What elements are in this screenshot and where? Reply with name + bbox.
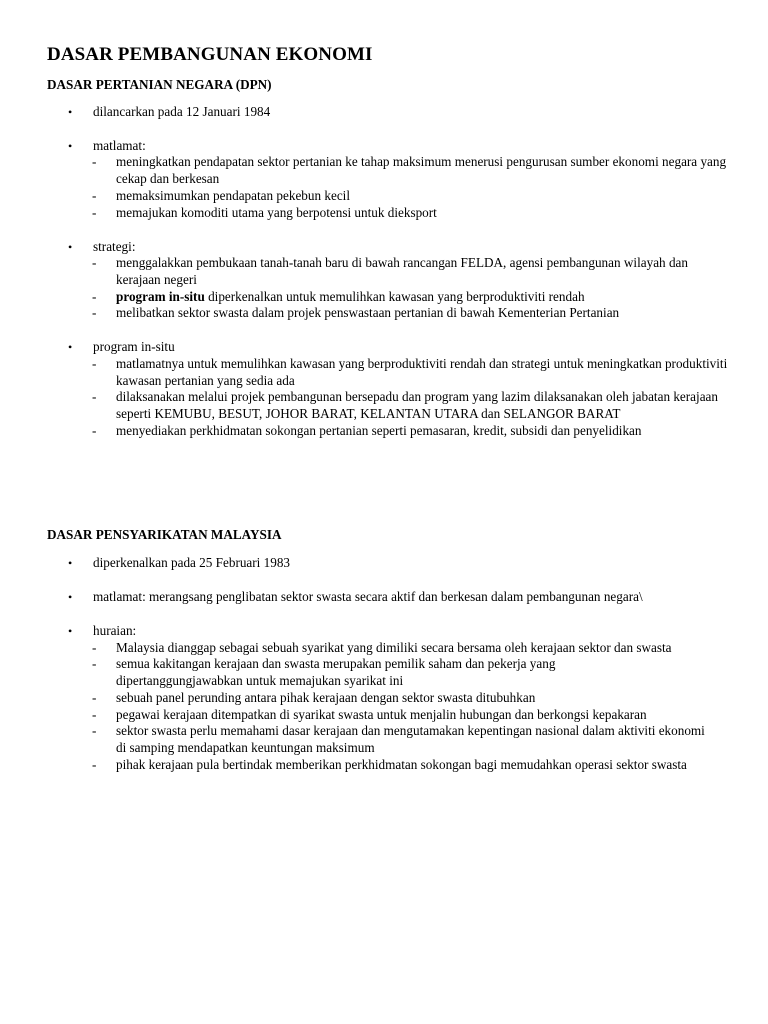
bold-term: program in-situ	[116, 289, 205, 304]
dash-marker: -	[92, 188, 97, 203]
dash-marker: -	[92, 289, 97, 304]
list-item-text: dilancarkan pada 12 Januari 1984	[93, 104, 271, 119]
sub-list-item	[92, 706, 730, 723]
dash-marker: -	[92, 255, 97, 270]
sub-list-item-text: menyediakan perkhidmatan sokongan pertanian seperti pemasaran, kredit, subsidi dan penyelidikan	[116, 423, 642, 438]
dash-marker: -	[92, 423, 97, 438]
dash-marker: -	[92, 305, 97, 320]
dash-marker: -	[92, 690, 97, 705]
sub-list-item-text: semua kakitangan kerajaan dan swasta merupakan pemilik saham dan pekerja yang dipertanggungjawabkan untuk memajukan syarikat ini	[116, 656, 556, 688]
sub-list-item-text: meningkatkan pendapatan sektor pertanian ke tahap maksimum menerusi pengurusan sumber ekonomi negara yang cekap dan berkesan	[116, 154, 727, 186]
dash-marker: -	[92, 154, 97, 169]
list-item-text: diperkenalkan pada 25 Februari 1983	[93, 555, 291, 570]
dash-marker: -	[92, 723, 97, 738]
dash-marker: -	[92, 656, 97, 671]
sub-list-item	[92, 689, 730, 706]
dash-marker: -	[92, 205, 97, 220]
list-item	[68, 588, 733, 605]
sub-list-item-text: memaksimumkan pendapatan pekebun kecil	[116, 188, 351, 203]
sub-list-item-text: pegawai kerajaan ditempatkan di syarikat swasta untuk menjalin hubungan dan berkongsi kepakaran	[116, 707, 647, 722]
list-item	[68, 238, 733, 255]
sub-list-item	[92, 288, 730, 305]
dash-marker: -	[92, 707, 97, 722]
bullet-icon: •	[68, 105, 73, 119]
bullet-icon: •	[68, 340, 73, 354]
list-item	[68, 338, 733, 355]
bullet-icon: •	[68, 139, 73, 153]
bullet-icon: •	[68, 556, 73, 570]
sub-list-item	[92, 153, 730, 187]
section-heading-pensyarikatan: DASAR PENSYARIKATAN MALAYSIA	[47, 527, 282, 542]
sub-list-item-text: memajukan komoditi utama yang berpotensi untuk dieksport	[116, 205, 437, 220]
sub-list-item-text: pihak kerajaan pula bertindak memberikan perkhidmatan sokongan bagi memudahkan operasi sektor swasta	[116, 757, 687, 772]
sub-list-item	[92, 756, 706, 773]
section-heading-dpn: DASAR PERTANIAN NEGARA (DPN)	[47, 77, 272, 92]
list-item-text: huraian:	[93, 623, 137, 638]
sub-list-item	[92, 722, 716, 756]
sub-list-item	[92, 204, 730, 221]
list-item	[68, 103, 733, 120]
sub-list-item-text: sebuah panel perunding antara pihak kerajaan dengan sektor swasta ditubuhkan	[116, 690, 536, 705]
list-item	[68, 554, 733, 571]
sub-list-item	[92, 639, 730, 656]
sub-list-item	[92, 304, 730, 321]
dash-marker: -	[92, 356, 97, 371]
list-item-text: strategi:	[93, 239, 136, 254]
sub-list-item-text: menggalakkan pembukaan tanah-tanah baru di bawah rancangan FELDA, agensi pembangunan wilayah dan kerajaan negeri	[116, 255, 688, 287]
sub-list-item	[92, 388, 730, 422]
sub-list-item-text: sektor swasta perlu memahami dasar kerajaan dan mengutamakan kepentingan nasional dalam aktiviti ekonomi di samping mendapatkan keuntungan maksimum	[116, 723, 705, 755]
sub-list-item-text: matlamatnya untuk memulihkan kawasan yang berproduktiviti rendah dan strategi untuk meningkatkan produktiviti kawasan pertanian yang sedia ada	[116, 356, 728, 388]
list-item-text: matlamat:	[93, 138, 146, 153]
sub-list-item	[92, 254, 730, 288]
dash-marker: -	[92, 640, 97, 655]
bullet-icon: •	[68, 624, 73, 638]
sub-list-item	[92, 355, 730, 389]
sub-list-item	[92, 422, 730, 439]
sub-list-item-text: dilaksanakan melalui projek pembangunan bersepadu dan program yang lazim dilaksanakan oleh jabatan kerajaan seperti KEMUBU, BESUT, JOHOR BARAT, KELANTAN UTARA dan SELANGOR BARAT	[116, 389, 718, 421]
dash-marker: -	[92, 757, 97, 772]
list-item	[68, 622, 733, 639]
bullet-icon: •	[68, 240, 73, 254]
document-title: DASAR PEMBANGUNAN EKONOMI	[47, 44, 373, 65]
list-item-text: program in-situ	[93, 339, 175, 354]
sub-list-item-text: Malaysia dianggap sebagai sebuah syarikat yang dimiliki secara bersama oleh kerajaan sektor dan swasta	[116, 640, 672, 655]
bullet-icon: •	[68, 590, 73, 604]
sub-list-item-text: melibatkan sektor swasta dalam projek penswastaan pertanian di bawah Kementerian Pertanian	[116, 305, 620, 320]
sub-list-item-text: diperkenalkan untuk memulihkan kawasan yang berproduktiviti rendah	[204, 289, 585, 304]
sub-list-item	[92, 655, 611, 689]
list-item-text: matlamat: merangsang penglibatan sektor swasta secara aktif dan berkesan dalam pembangunan negara\	[93, 589, 643, 604]
list-item	[68, 137, 733, 154]
sub-list-item	[92, 187, 730, 204]
dash-marker: -	[92, 389, 97, 404]
